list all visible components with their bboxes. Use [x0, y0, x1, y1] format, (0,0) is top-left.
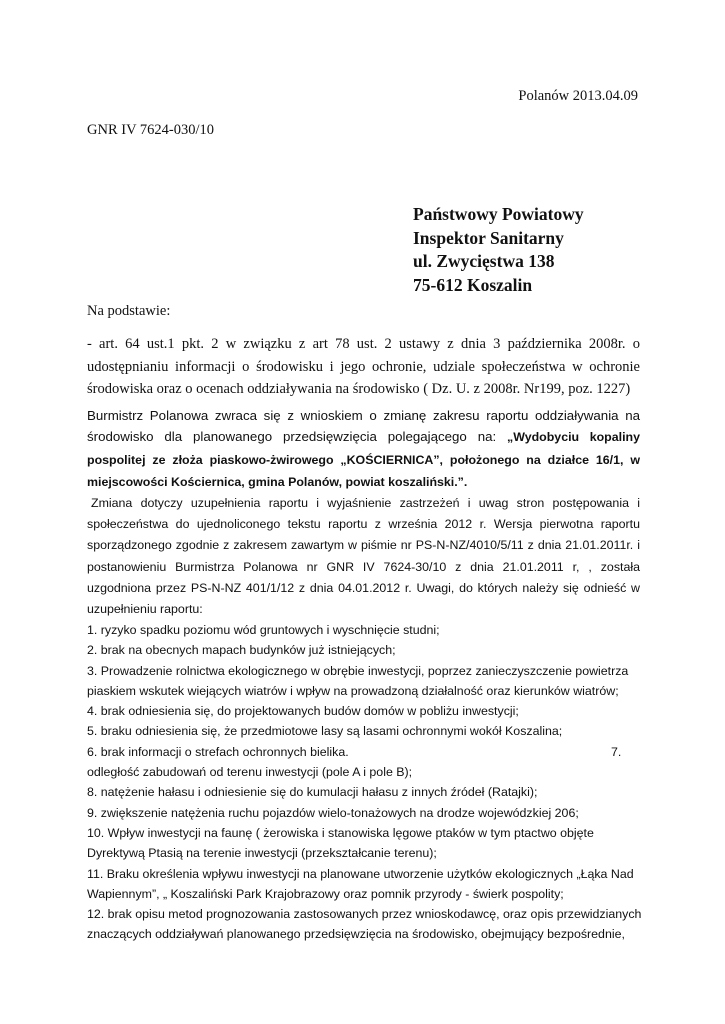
- recipient-address-block: [413, 203, 584, 297]
- list-item: 4. brak odniesienia się, do projektowanych budów domów w pobliżu inwestycji;: [87, 704, 519, 719]
- legal-basis-label: Na podstawie:: [87, 303, 171, 319]
- list-item: 1. ryzyko spadku poziomu wód gruntowych i wyschnięcie studni;: [87, 623, 440, 637]
- list-item: 11. Braku określenia wpływu inwestycji na planowane utworzenie użytków ekologicznych „Łąka Nad: [87, 866, 634, 881]
- list-item: 8. natężenie hałasu i odniesienie się do kumulacji hałasu z innych źródeł (Ratajki);: [87, 785, 538, 800]
- remarks-list: [87, 620, 647, 945]
- list-item: Wapiennym”, „ Koszaliński Park Krajobrazowy oraz pomnik przyrody - świerk pospolity;: [87, 886, 564, 901]
- request-paragraph: [87, 405, 640, 493]
- list-item: [87, 742, 647, 762]
- list-item-number: 7.: [611, 744, 622, 759]
- list-item: odległość zabudowań od terenu inwestycji (pole A i pole B);: [87, 765, 413, 780]
- legal-basis-paragraph: - art. 64 ust.1 pkt. 2 w związku z art 78 ust. 2 ustawy z dnia 3 października 2008r. o udostępnianiu informacji o środowisku i jego ochronie, udziale społeczeństwa w ochronie środowiska oraz o ocenach oddziaływania na środowisko ( Dz. U. z 2008r. Nr199, poz. 1227): [87, 336, 640, 397]
- change-description-paragraph: Zmiana dotyczy uzupełnienia raportu i wyjaśnienie zastrzeżeń i uwag stron postępowania i społeczeństwa do ujednoliconego tekstu raportu z września 2012 r. Wersja pierwotna raportu sporządzonego zgodnie z zakresem zawartym w piśmie nr PS-N-NZ/4010/5/11 z dnia 21.01.2011r. i postanowieniu Burmistrza Polanowa nr GNR IV 7624-30/10 z dnia 21.01.2011 r, , została uzgodniona przez PS-N-NZ 401/1/12 z dnia 04.01.2012 r. Uwagi, do których należy się odnieść w uzupełnieniu raportu:: [87, 496, 640, 617]
- recipient-line: Państwowy Powiatowy: [413, 204, 584, 224]
- document-date: Polanów 2013.04.09: [518, 88, 638, 104]
- list-item: piaskiem wskutek wiejących wiatrów i wpływ na prowadzoną działalność oraz kierunków wiatrów;: [87, 683, 619, 698]
- recipient-line: 75-612 Koszalin: [413, 274, 533, 295]
- project-name: „Wydobyciu kopaliny pospolitej ze złoża piaskowo-żwirowego „KOŚCIERNICA”, położonego na działce 16/1, w miejscowości Kościernica, gmina Polanów, powiat koszaliński.”.: [87, 430, 640, 489]
- request-text: Burmistrz Polanowa zwraca się z wnioskiem o zmianę zakresu raportu oddziaływania na środowisko dla planowanego przedsięwzięcia polegającego na:: [87, 408, 640, 445]
- list-item: znaczących oddziaływań planowanego przedsięwzięcia na środowisko, obejmujący bezpośrednie,: [87, 927, 625, 942]
- list-item: 5. braku odniesienia się, że przedmiotowe lasy są lasami ochronnymi wokół Koszalina;: [87, 724, 563, 739]
- list-item: 2. brak na obecnych mapach budynków już istniejących;: [87, 643, 396, 658]
- list-item: 3. Prowadzenie rolnictwa ekologicznego w obrębie inwestycji, poprzez zanieczyszczenie powietrza: [87, 663, 629, 678]
- list-item: 10. Wpływ inwestycji na faunę ( żerowiska i stanowiska lęgowe ptaków w tym ptactwo objęte: [87, 825, 594, 840]
- case-reference-number: GNR IV 7624-030/10: [87, 122, 215, 138]
- recipient-line: ul. Zwycięstwa 138: [413, 251, 555, 271]
- list-item: 9. zwiększenie natężenia ruchu pojazdów wielo-tonażowych na drodze wojewódzkiej 206;: [87, 805, 579, 820]
- list-item: 12. brak opisu metod prognozowania zastosowanych przez wnioskodawcę, oraz opis przewidzianych: [87, 907, 642, 922]
- recipient-line: Inspektor Sanitarny: [413, 227, 564, 248]
- list-item-text: 6. brak informacji o strefach ochronnych bielika.: [87, 744, 349, 759]
- list-item: Dyrektywą Ptasią na terenie inwestycji (przekształcanie terenu);: [87, 846, 437, 861]
